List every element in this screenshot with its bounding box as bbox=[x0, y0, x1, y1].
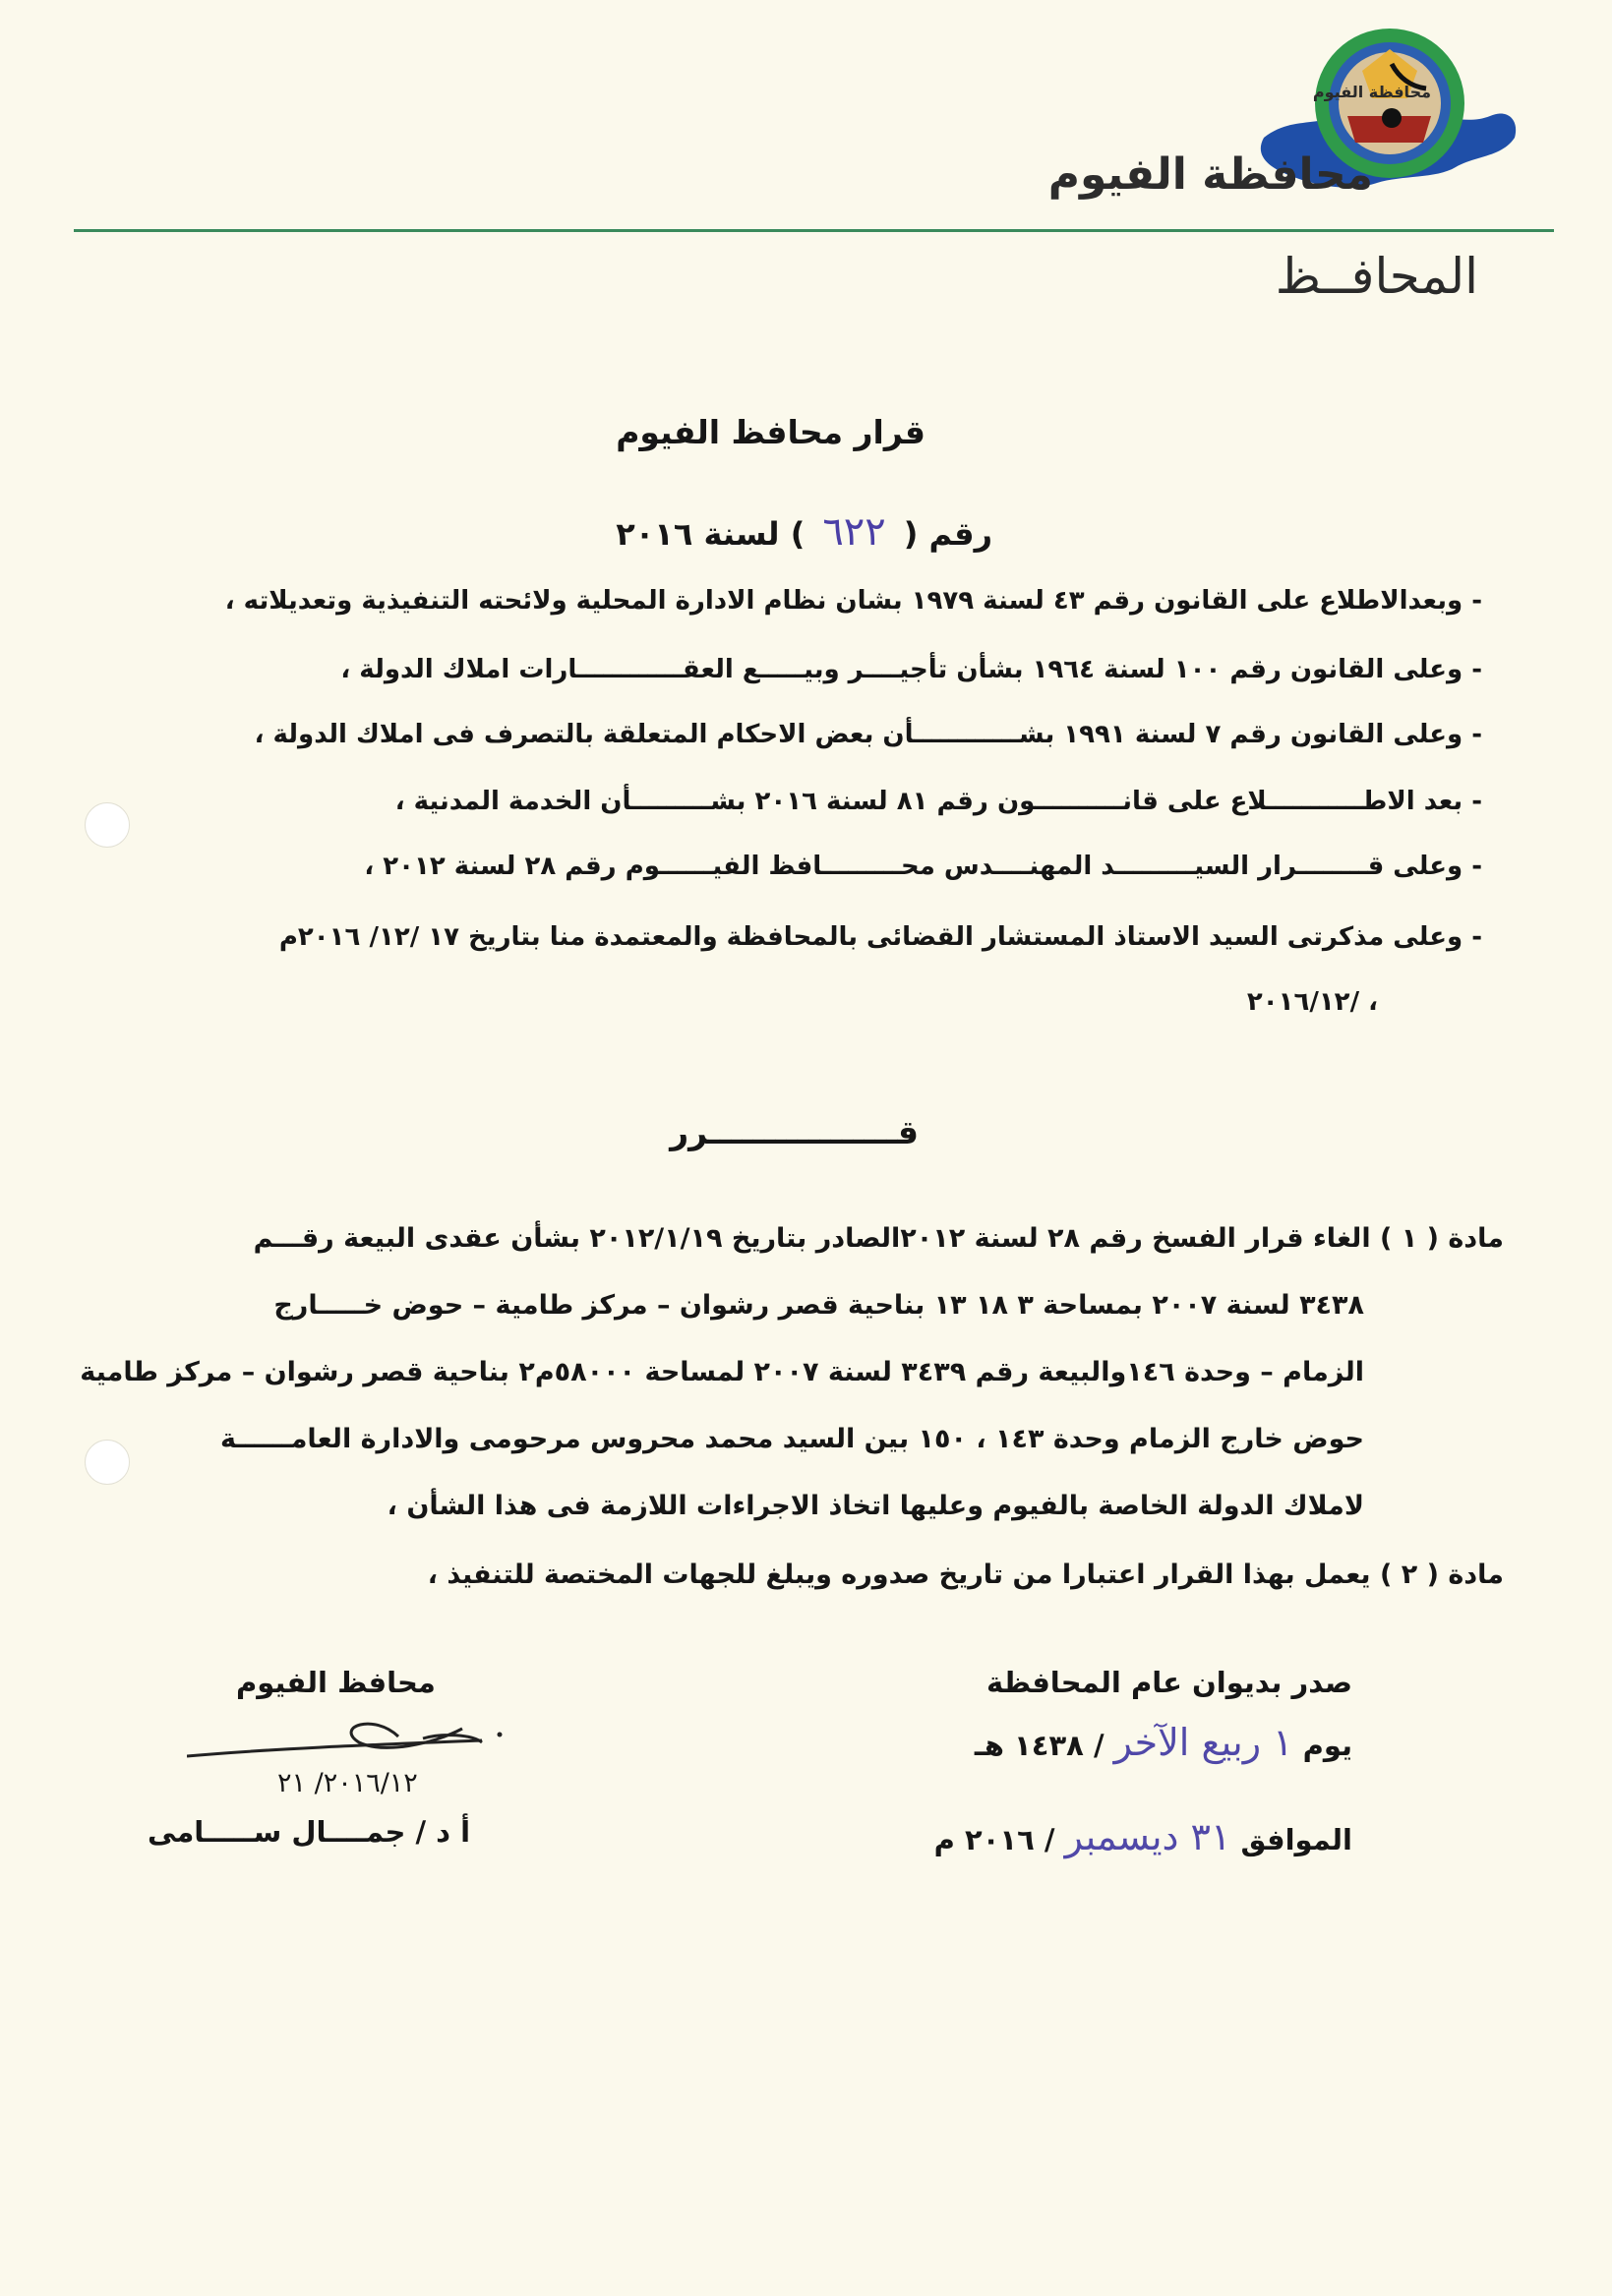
header-organization: محافظة الفيوم bbox=[1047, 149, 1373, 200]
article-1-line: مادة ( ١ ) الغاء قرار الفسخ رقم ٢٨ لسنة ٢٠١٢الصادر بتاريخ ٢٠١٢/١/١٩ بشأن عقدى البيعة رقـــم bbox=[253, 1223, 1504, 1254]
article-1-line: لاملاك الدولة الخاصة بالفيوم وعليها اتخاذ الاجراءات اللازمة فى هذا الشأن ، bbox=[387, 1491, 1364, 1521]
issued-greg-handwritten: ٣١ ديسمبر bbox=[1064, 1815, 1231, 1858]
decision-heading: قـــــــــــــــــرر bbox=[670, 1113, 919, 1151]
signatory-name: أ د / جمــــال ســـــامى bbox=[148, 1815, 471, 1849]
preamble-clause-continuation: ٢٠١٦/١٢/ ، bbox=[1246, 987, 1378, 1017]
preamble-clause: - وعلى قــــــــرار السيـــــــــد المهنــــدس محـــــــــافظ الفيــــــوم رقم ٢٨ لسنة ٢٠١٢ ، bbox=[364, 852, 1482, 881]
signature-date-handwritten: ٢٠١٦/١٢/ ٢١ bbox=[277, 1768, 418, 1798]
article-1-line: ٣٤٣٨ لسنة ٢٠٠٧ بمساحة ٣ ١٨ ١٣ بناحية قصر رشوان – مركز طامية – حوض خـــــارج bbox=[273, 1290, 1364, 1321]
signatory-title: محافظ الفيوم bbox=[236, 1666, 436, 1699]
preamble-clause: - وعلى القانون رقم ١٠٠ لسنة ١٩٦٤ بشأن تأجيــــر وبيـــــع العقــــــــــــارات املاك الدولة ، bbox=[340, 655, 1482, 684]
article-1-line: الزمام – وحدة ١٤٦والبيعة رقم ٣٤٣٩ لسنة ٢٠٠٧ لمساحة ٥٨٠٠٠م٢ بناحية قصر رشوان – مركز طامية bbox=[80, 1357, 1364, 1387]
decree-number-prefix: رقم ( bbox=[903, 515, 992, 553]
preamble-clause: - وبعدالاطلاع على القانون رقم ٤٣ لسنة ١٩٧٩ بشان نظام الادارة المحلية ولائحته التنفيذية وتعديلاته ، bbox=[224, 586, 1482, 616]
issued-gregorian-date bbox=[934, 1815, 1352, 1858]
decree-number bbox=[616, 509, 992, 555]
header-divider bbox=[74, 229, 1554, 232]
issued-at: صدر بديوان عام المحافظة bbox=[985, 1666, 1352, 1699]
article-1-line: حوض خارج الزمام وحدة ١٤٣ ، ١٥٠ بين السيد محمد محروس مرحومى والادارة العامــــــة bbox=[219, 1424, 1364, 1454]
issued-hijri-year: / ١٤٣٨ هـ bbox=[974, 1729, 1105, 1762]
issued-hijri-date bbox=[975, 1721, 1352, 1764]
punch-hole-bottom bbox=[85, 1440, 130, 1485]
preamble-clause: - وعلى مذكرتى السيد الاستاذ المستشار القضائى بالمحافظة والمعتمدة منا بتاريخ ١٧ /١٢/ ٢٠١٦م bbox=[278, 922, 1482, 952]
decree-number-suffix: ) لسنة ٢٠١٦ bbox=[616, 515, 806, 553]
punch-hole-top bbox=[85, 802, 130, 848]
issued-day-label: يوم bbox=[1302, 1729, 1352, 1762]
decree-title: قرار محافظ الفيوم bbox=[616, 413, 925, 451]
article-2: مادة ( ٢ ) يعمل بهذا القرار اعتبارا من تاريخ صدوره ويبلغ للجهات المختصة للتنفيذ ، bbox=[427, 1560, 1504, 1590]
office-title: المحافــظ bbox=[1275, 248, 1478, 305]
issued-greg-year: / ٢٠١٦ م bbox=[933, 1823, 1055, 1856]
preamble-clause: - وعلى القانون رقم ٧ لسنة ١٩٩١ بشــــــــــــأن بعض الاحكام المتعلقة بالتصرف فى املاك الدولة ، bbox=[254, 720, 1482, 749]
logo-text: محافظة الفيوم bbox=[1312, 83, 1431, 101]
decree-number-handwritten: ٦٢٢ bbox=[822, 509, 886, 555]
issued-greg-label: الموافق bbox=[1240, 1823, 1352, 1856]
preamble-clause: - بعد الاطـــــــــــلاع على قانــــــــــون رقم ٨١ لسنة ٢٠١٦ بشـــــــــأن الخدمة المدنية ، bbox=[394, 787, 1482, 816]
issued-day-handwritten: ١ ربيع الآخر bbox=[1113, 1721, 1293, 1764]
signature-mark bbox=[187, 1709, 511, 1768]
